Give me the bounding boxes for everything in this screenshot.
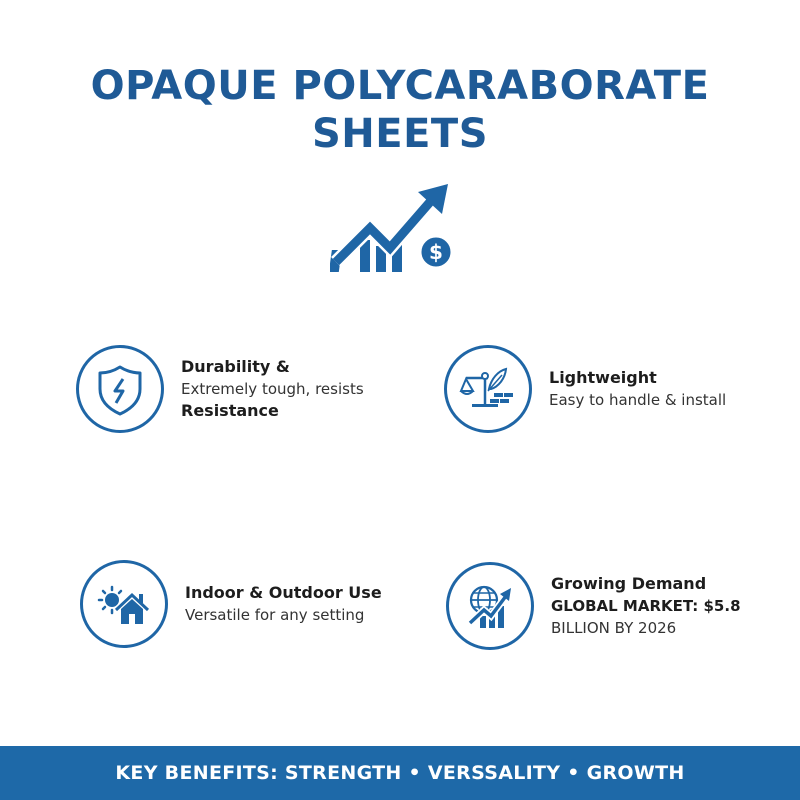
feature-growing-demand [446, 562, 741, 650]
feature-description: Easy to handle & install [549, 391, 727, 409]
feature-description: Versatile for any setting [185, 606, 365, 624]
title-line-1: OPAQUE POLYCARABORATE [90, 63, 710, 109]
growth-chart-dollar-icon [330, 178, 460, 278]
scale-feather-bricks-icon [458, 359, 518, 419]
feature-title: Growing Demand [551, 574, 707, 593]
feature-indoor-outdoor [80, 560, 382, 648]
feature-lightweight [444, 345, 726, 433]
feature-icon-circle [444, 345, 532, 433]
shield-lightning-icon [90, 359, 150, 419]
globe-growth-chart-icon [460, 576, 520, 636]
feature-title: Indoor & Outdoor Use [185, 583, 382, 602]
feature-description: Extremely tough, resists [181, 380, 364, 398]
feature-icon-circle [446, 562, 534, 650]
page-title [0, 62, 800, 158]
sun-house-icon [94, 574, 154, 634]
key-benefits-banner: KEY BENEFITS: STRENGTH • VERSSALITY • GROWTH [0, 746, 800, 800]
feature-title-continued: Resistance [181, 401, 279, 420]
feature-title: Durability & [181, 357, 290, 376]
feature-market-value: GLOBAL MARKET: $5.8 [551, 597, 741, 615]
title-line-2: SHEETS [311, 111, 489, 157]
feature-description: BILLION BY 2026 [551, 619, 677, 637]
feature-icon-circle [80, 560, 168, 648]
feature-durability [76, 345, 364, 433]
feature-title: Lightweight [549, 368, 657, 387]
feature-icon-circle [76, 345, 164, 433]
svg-text:$: $ [429, 240, 443, 264]
